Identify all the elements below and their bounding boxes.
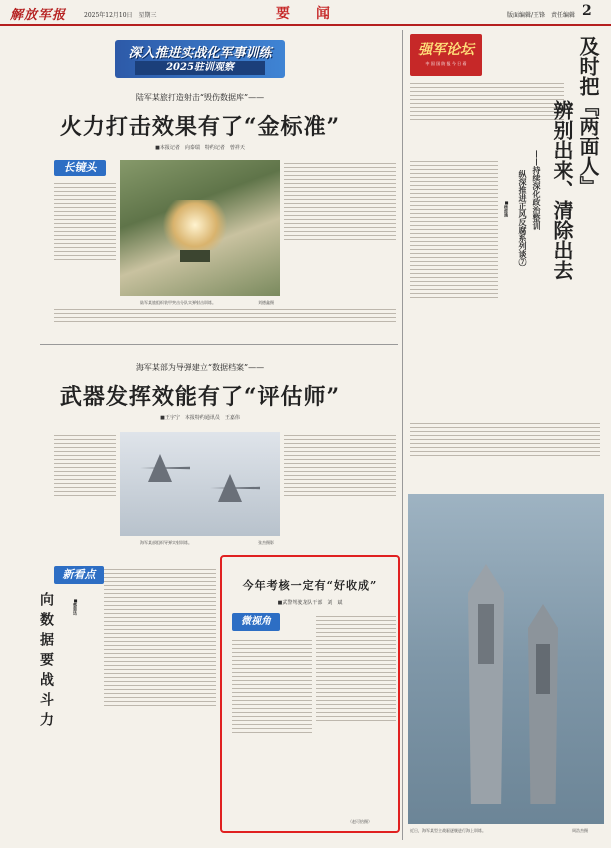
sidebar-headline: 向数据要战斗力 <box>38 592 54 732</box>
photo2-credit: 张杰摄影 <box>258 540 274 545</box>
article1-kicker: 陆军某旅打造射击“毁伤数据库”—— <box>135 93 265 102</box>
article2-body-col1 <box>54 432 116 552</box>
commentary-subtitle-b: 纵深推进正风反腐系列谈⑦ <box>518 170 528 266</box>
article2-kicker: 海军某部为导弹建立“数据档案”—— <box>135 363 265 372</box>
ships-photo-credit: 周浩杰摄 <box>572 828 588 833</box>
article2-byline: ■王宇宁 本报特约通讯员 王嘉伟 <box>160 415 240 421</box>
ships-photo-caption: 近日，海军某型主战驱逐舰进行海上训练。 <box>410 828 486 833</box>
commentary-author: ■杨波涌 <box>504 200 509 217</box>
sidebar-byline: ■蔡思达 <box>73 598 78 615</box>
article2-body-col3 <box>284 432 396 552</box>
long-lens-tag: 长镜头 <box>54 160 106 176</box>
warships-photo <box>408 494 604 824</box>
banner-subtitle: 2025驻训观察 <box>135 61 265 75</box>
commentary-body-bottom <box>410 420 600 490</box>
highlighted-article[interactable] <box>220 555 400 833</box>
forum-subtitle: 中 国 国 防 报 今 日 看 <box>425 61 467 66</box>
banner-title: 深入推进实战化军事训练 <box>128 46 272 61</box>
page-header <box>0 0 611 26</box>
commentary-intro <box>410 80 564 154</box>
ship-hull-1 <box>468 564 504 804</box>
sidebar-body <box>104 566 216 832</box>
ship-deck-1 <box>478 604 494 664</box>
article1-byline: ■本报记者 向泰瑞 特约记者 曾祥天 <box>155 145 245 151</box>
article1-body-col3 <box>284 160 396 312</box>
forum-badge <box>410 34 482 76</box>
divider <box>40 344 398 345</box>
highlight-body-col1 <box>232 637 312 817</box>
training-banner <box>115 40 285 78</box>
highlight-body-col2 <box>316 613 396 817</box>
explosion-smoke <box>160 200 230 250</box>
ship-deck-2 <box>536 644 550 694</box>
article1-body-bottom <box>54 306 396 336</box>
article1-title: 火力打击效果有了“金标准” <box>59 114 341 140</box>
photo1-credit: 刘德鑫摄 <box>258 300 274 305</box>
article2-title: 武器发挥效能有了“评估师” <box>59 384 341 410</box>
column-divider <box>402 30 403 840</box>
issue-date: 2025年12月10日 星期三 <box>84 12 157 19</box>
photo2-caption: 海军某部组织导弹实射训练。 <box>140 540 192 545</box>
commentary-subtitle-a: ——持续深化政治整训 <box>532 150 542 230</box>
forum-title: 强军论坛 <box>418 42 474 58</box>
new-look-tag: 新看点 <box>54 566 104 584</box>
tank-firing-photo <box>120 160 280 296</box>
highlight-credit: （赵可怡摄） <box>348 819 372 824</box>
jets-photo <box>120 432 280 536</box>
commentary-body-col1 <box>410 158 498 418</box>
commentary-headline-a: 及时把『两面人』 <box>576 36 600 196</box>
commentary-headline-b: 辨别出来、清除出去 <box>550 100 574 280</box>
ship-hull-2 <box>528 604 558 804</box>
micro-view-tag: 微视角 <box>232 613 280 631</box>
masthead-logo: 解放军报 <box>10 8 67 23</box>
highlight-byline: ■武警驾驶龙队干部 刘 斌 <box>277 600 343 606</box>
highlight-title: 今年考核一定有“好收成” <box>242 579 378 592</box>
section-title: 要 闻 <box>276 6 336 22</box>
photo1-caption: 陆军某旅组织装甲突击分队实弹射击训练。 <box>140 300 216 305</box>
page-number: 2 <box>582 3 592 19</box>
editor-credit: 版面编辑/王锋 责任编辑 <box>507 12 576 19</box>
tank-shape <box>180 250 210 262</box>
